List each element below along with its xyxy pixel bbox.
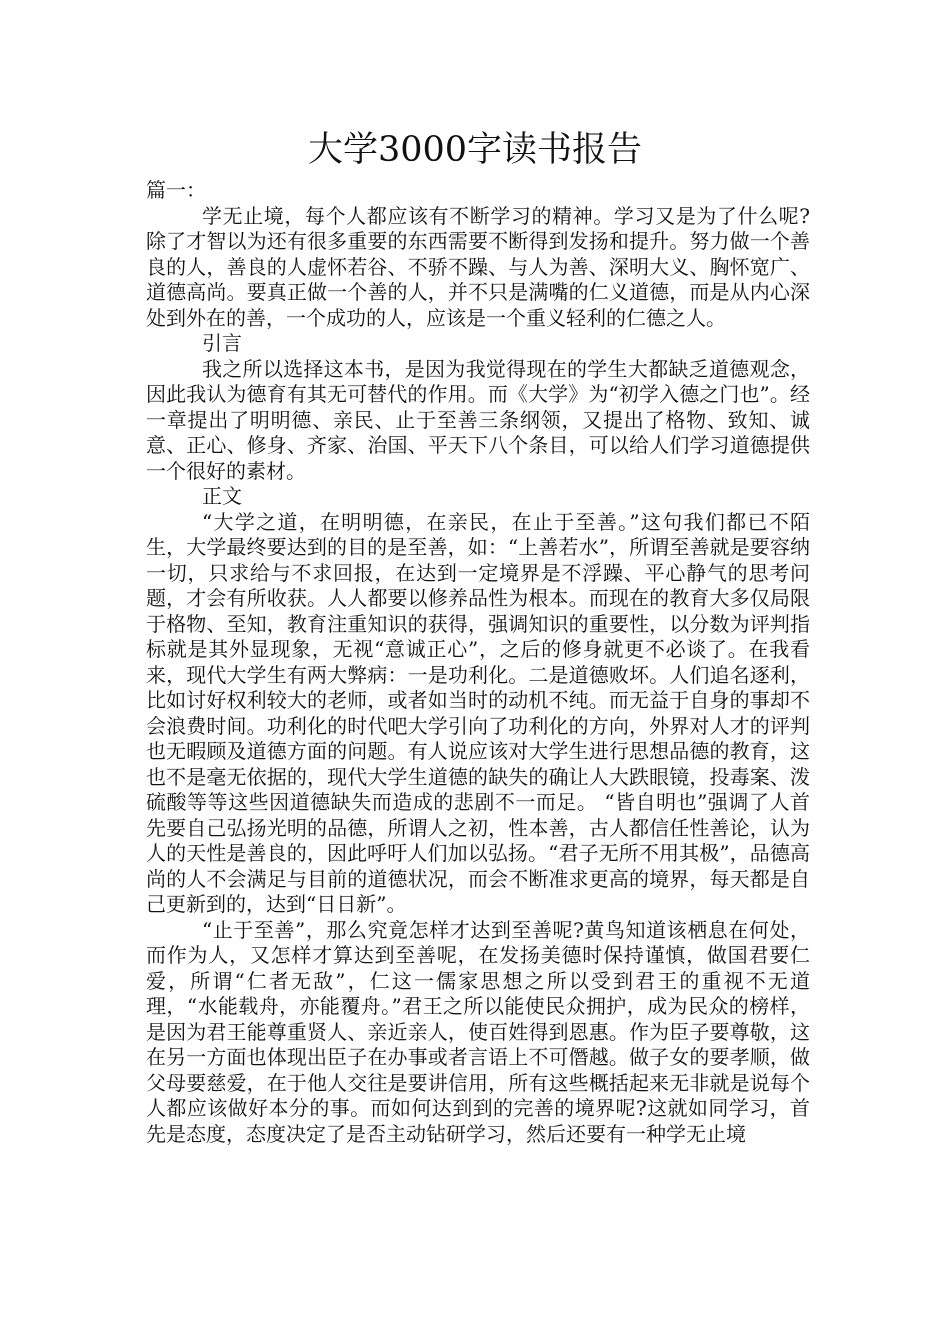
heading-intro: 引言 — [202, 331, 242, 355]
main-paragraph-1: “大学之道，在明明德，在亲民，在止于至善。”这句我们都已不陌生，大学最终要达到的目的是至善，如：“上善若水”，所谓至善就是要容纳一切，只求给与不求回报，在达到一定境界是不浮躁、平心静气的思考问题，才会有所收获。人人都要以修养品性为根本。而现在的教育大多仅局限于格物、至知，教育注重知识的获得，强调知识的重要性，以分数为评判指标就是其外显现象，无视“意诚正心”，之后的修身就更不必谈了。在我看来，现代大学生有两大弊病：一是功利化。二是道德败坏。人们追名逐利，比如讨好权利较大的老师，或者如当时的动机不纯。而无益于自身的事却不会浪费时间。功利化的时代吧大学引向了功利化的方向，外界对人才的评判也无暇顾及道德方面的问题。有人说应该对大学生进行思想品德的教育，这也不是毫无依据的，现代大学生道德的缺失的确让人大跌眼镜，投毒案、泼硫酸等等这些因道德缺失而造成的悲剧不一而足。 “皆自明也”强调了人首先要自己弘扬光明的品德，所谓人之初，性本善，古人都信任性善论，认为人的天性是善良的，因此呼吁人们加以弘扬。“君子无所不用其极”，品德高尚的人不会满足与目前的道德状况，而会不断准求更高的境界，每天都是自己更新到的，达到“日日新”。 — [146, 509, 810, 916]
document-title: 大学3000字读书报告 — [307, 130, 643, 170]
intro-body-paragraph: 我之所以选择这本书，是因为我觉得现在的学生大都缺乏道德观念，因此我认为德育有其无可替代的作用。而《大学》为“初学入德之门也”。经一章提出了明明德、亲民、止于至善三条纲领，又提出了格物、致知、诚意、正心、修身、齐家、治国、平天下八个条目，可以给人们学习道德提供一个很好的素材。 — [146, 356, 810, 483]
section-label: 篇一： — [146, 178, 206, 202]
main-paragraph-2: “止于至善”，那么究竟怎样才达到至善呢?黄鸟知道该栖息在何处，而作为人，又怎样才算达到至善呢，在发扬美德时保持谨慎，做国君要仁爱，所谓“仁者无敌”，仁这一儒家思想之所以受到君王的重视不无道理，“水能载舟，亦能覆舟。”君王之所以能使民众拥护，成为民众的榜样，是因为君王能尊重贤人、亲近亲人，使百姓得到恩惠。作为臣子要尊敬，这在另一方面也体现出臣子在办事或者言语上不可僭越。做子女的要孝顺，做父母要慈爱，在于他人交往是要讲信用，所有这些概括起来无非就是说每个人都应该做好本分的事。而如何达到到的完善的境界呢?这就如同学习，首先是态度，态度决定了是否主动钻研学习，然后还要有一种学无止境 — [146, 917, 810, 1146]
intro-paragraph: 学无止境，每个人都应该有不断学习的精神。学习又是为了什么呢?除了才智以为还有很多重要的东西需要不断得到发扬和提升。努力做一个善良的人，善良的人虚怀若谷、不骄不躁、与人为善、深明大义、胸怀宽广、道德高尚。要真正做一个善的人，并不只是满嘴的仁义道德，而是从内心深处到外在的善，一个成功的人，应该是一个重义轻利的仁德之人。 — [146, 203, 810, 330]
document-body — [146, 178, 810, 1147]
heading-main: 正文 — [202, 484, 242, 508]
